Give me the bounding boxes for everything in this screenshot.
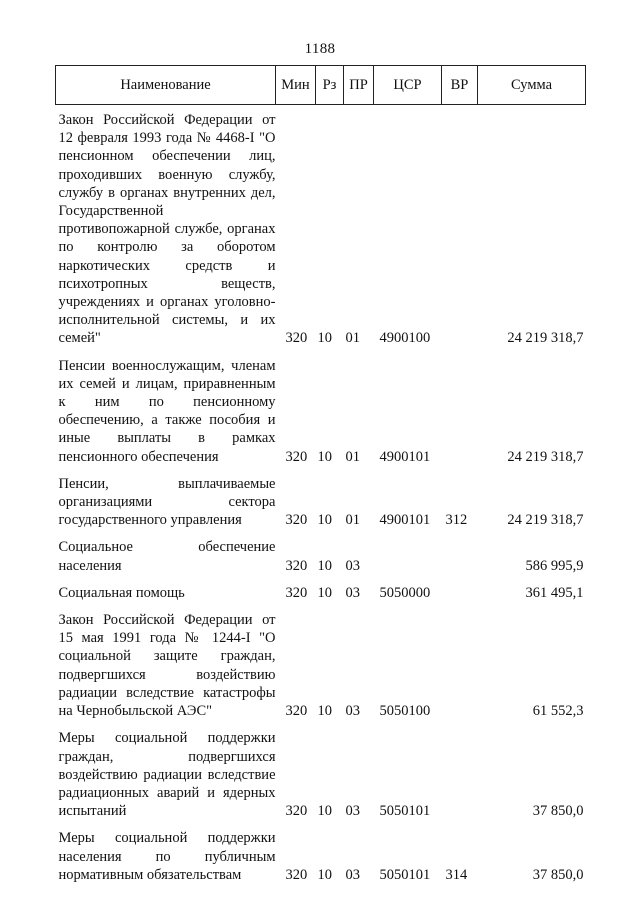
header-rz: Рз — [316, 66, 344, 105]
row-csr: 5050101 — [379, 803, 431, 820]
row-name: Меры социальной поддержки граждан, подвергшихся воздействию радиации вследствие радиационных аварий и ядерных испытаний — [58, 730, 276, 820]
row-rz: 10 — [317, 866, 332, 883]
header-pr: ПР — [344, 66, 374, 105]
row-min: 320 — [285, 803, 308, 820]
row-pr: 01 — [345, 512, 360, 529]
row-name: Меры социальной поддержки населения по публичным нормативным обязательствам — [58, 830, 276, 883]
row-rz: 10 — [317, 512, 332, 529]
row-vr — [442, 575, 478, 602]
table-row — [56, 105, 586, 348]
row-rz: 10 — [317, 703, 332, 720]
row-sum: 37 850,0 — [532, 866, 584, 883]
row-pr: 01 — [345, 448, 360, 465]
page-number: 1188 — [304, 41, 336, 57]
row-name: Социальное обеспечение населения — [58, 539, 276, 574]
row-name: Социальная помощь — [58, 584, 185, 601]
row-vr — [442, 720, 478, 820]
row-sum: 24 219 318,7 — [507, 330, 584, 347]
row-sum: 361 495,1 — [525, 584, 584, 601]
row-min: 320 — [285, 330, 308, 347]
table-row — [56, 575, 586, 602]
row-pr: 01 — [345, 330, 360, 347]
row-name: Пенсии, выплачиваемые организациями сектора государственного управления — [58, 475, 276, 529]
table-header-row — [56, 66, 586, 105]
row-vr — [442, 529, 478, 574]
row-rz: 10 — [317, 803, 332, 820]
row-rz: 10 — [317, 330, 332, 347]
row-sum: 24 219 318,7 — [507, 448, 584, 465]
header-vr: ВР — [442, 66, 478, 105]
row-vr — [442, 105, 478, 348]
row-rz: 10 — [317, 448, 332, 465]
row-pr: 03 — [345, 557, 360, 574]
table-row — [56, 720, 586, 820]
row-csr — [374, 529, 442, 574]
row-vr — [442, 348, 478, 466]
row-name: Закон Российской Федерации от 12 февраля 1993 года № 4468-I "О пенсионном обеспечении лиц, проходивших военную службу, службу в органах внутренних дел, Государственной противопожарной службе, органах по контролю за оборотом наркотических средств и психотропных веществ, учреждениях и органах уголовно-исполнительной системы, и их семей" — [58, 112, 276, 347]
row-min: 320 — [285, 512, 308, 529]
header-sum: Сумма — [478, 66, 586, 105]
row-csr: 5050100 — [379, 703, 431, 720]
row-sum: 37 850,0 — [532, 803, 584, 820]
budget-table — [55, 65, 586, 884]
row-name: Закон Российской Федерации от 15 мая 1991 года № 1244-I "О социальной защите граждан, подвергшихся воздействию радиации вследствие катастрофы на Чернобыльской АЭС" — [58, 612, 276, 720]
row-pr: 03 — [345, 584, 360, 601]
row-vr: 312 — [445, 512, 468, 529]
row-csr: 4900101 — [379, 512, 431, 529]
header-name: Наименование — [56, 66, 276, 105]
row-pr: 03 — [345, 803, 360, 820]
row-min: 320 — [285, 703, 308, 720]
table-row — [56, 348, 586, 466]
row-rz: 10 — [317, 584, 332, 601]
row-name: Пенсии военнослужащим, членам их семей и лицам, приравненным к ним по пенсионному обеспечению, а также пособия и иные выплаты в рамках пенсионного обеспечения — [58, 357, 276, 465]
row-sum: 61 552,3 — [532, 703, 584, 720]
row-pr: 03 — [345, 866, 360, 883]
row-min: 320 — [285, 584, 308, 601]
row-csr: 4900101 — [379, 448, 431, 465]
row-vr — [442, 602, 478, 720]
header-csr: ЦСР — [374, 66, 442, 105]
table-row — [56, 466, 586, 530]
header-min: Мин — [276, 66, 316, 105]
row-csr: 4900100 — [379, 330, 431, 347]
row-vr: 314 — [445, 866, 468, 883]
table-row — [56, 529, 586, 574]
row-csr: 5050000 — [379, 584, 431, 601]
row-min: 320 — [285, 866, 308, 883]
table-row — [56, 820, 586, 884]
row-sum: 24 219 318,7 — [507, 512, 584, 529]
row-min: 320 — [285, 557, 308, 574]
row-csr: 5050101 — [379, 866, 431, 883]
row-min: 320 — [285, 448, 308, 465]
row-rz: 10 — [317, 557, 332, 574]
row-pr: 03 — [345, 703, 360, 720]
row-sum: 586 995,9 — [525, 557, 584, 574]
table-row — [56, 602, 586, 720]
